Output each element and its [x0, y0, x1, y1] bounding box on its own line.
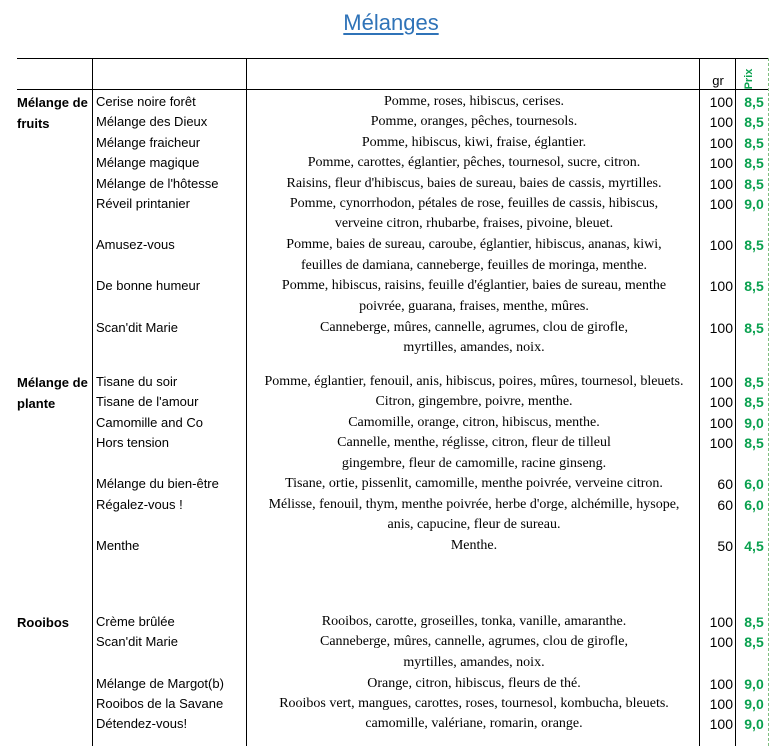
- item-weight: 100: [709, 716, 733, 733]
- category-label: Mélange de fruits: [17, 95, 88, 131]
- item-ingredients: feuilles de damiana, canneberge, feuilles de moringa, menthe.: [300, 257, 648, 273]
- item-price: 8,5: [744, 94, 764, 110]
- item-weight: 100: [709, 435, 733, 452]
- item-price: 9,0: [744, 675, 764, 692]
- item-price: 8,5: [744, 319, 764, 336]
- item-ingredients: Camomille, orange, citron, hibiscus, menthe.: [348, 414, 600, 430]
- item-weight: 60: [717, 476, 733, 493]
- item-name: Crème brûlée: [96, 614, 175, 629]
- item-weight: 100: [709, 114, 733, 131]
- item-ingredients: Tisane, ortie, pissenlit, camomille, menthe poivrée, verveine citron.: [285, 476, 663, 492]
- item-weight: 100: [709, 196, 733, 212]
- table-top-border: [17, 58, 768, 59]
- header-bottom-border: [17, 89, 768, 90]
- item-price: 8,5: [744, 175, 764, 192]
- item-name: Mélange magique: [96, 155, 200, 171]
- item-name: Mélange fraicheur: [96, 134, 201, 150]
- item-name: Détendez-vous!: [96, 716, 188, 732]
- item-ingredients: Mélisse, fenouil, thym, menthe poivrée, herbe d'orge, alchémille, hysope,: [268, 496, 680, 512]
- item-weight: 100: [709, 94, 733, 110]
- item-weight: 100: [709, 374, 733, 390]
- category-label: Rooibos: [17, 615, 69, 630]
- item-ingredients: Orange, citron, hibiscus, fleurs de thé.: [367, 675, 581, 691]
- item-name: Amusez-vous: [96, 237, 175, 253]
- item-weight: 100: [709, 319, 733, 336]
- item-price: 8,5: [744, 237, 764, 254]
- item-name: Tisane de l'amour: [96, 394, 199, 410]
- item-price: 6,0: [744, 496, 764, 513]
- item-name: Tisane du soir: [96, 374, 178, 389]
- item-ingredients: Canneberge, mûres, cannelle, agrumes, clou de girofle,: [319, 634, 628, 650]
- item-ingredients: Menthe.: [450, 538, 498, 553]
- item-name: Mélange du bien-être: [96, 476, 219, 492]
- item-ingredients: verveine citron, rhubarbe, fraises, pivoine, bleuet.: [334, 216, 614, 232]
- item-name: Mélange de l'hôtesse: [96, 175, 219, 191]
- col-divider-gr: [699, 58, 700, 746]
- item-price: 4,5: [744, 538, 764, 554]
- item-price: 9,0: [744, 696, 764, 712]
- item-weight: 60: [717, 496, 733, 513]
- item-price: 8,5: [744, 374, 764, 390]
- col-divider-name: [92, 58, 93, 746]
- item-weight: 100: [709, 696, 733, 712]
- item-ingredients: Canneberge, mûres, cannelle, agrumes, clou de girofle,: [319, 319, 628, 335]
- item-price: 6,0: [744, 476, 764, 493]
- item-ingredients: Pomme, hibiscus, raisins, feuille d'églantier, baies de sureau, menthe: [281, 278, 667, 294]
- item-name: Menthe: [96, 538, 140, 553]
- item-ingredients: Pomme, roses, hibiscus, cerises.: [383, 94, 565, 109]
- item-ingredients: Cannelle, menthe, réglisse, citron, fleur de tilleul: [337, 435, 611, 451]
- item-ingredients: anis, capucine, fleur de sureau.: [387, 517, 561, 533]
- item-ingredients: poivrée, guarana, fraises, menthe, mûres.: [359, 298, 589, 314]
- category-label: Mélange de plante: [17, 375, 88, 411]
- item-ingredients: Pomme, oranges, pêches, tournesols.: [370, 114, 578, 130]
- item-price: 8,5: [744, 435, 764, 452]
- item-ingredients: myrtilles, amandes, noix.: [403, 340, 545, 355]
- item-name: Mélange de Margot(b): [96, 675, 224, 691]
- header-gr: gr: [712, 73, 724, 88]
- item-name: Hors tension: [96, 435, 169, 451]
- item-name: Camomille and Co: [96, 414, 203, 430]
- item-ingredients: Pomme, églantier, fenouil, anis, hibiscus, poires, mûres, tournesol, bleuets.: [264, 374, 684, 389]
- header-prix: Prix: [743, 68, 755, 90]
- item-price: 8,5: [744, 634, 764, 651]
- item-weight: 100: [709, 675, 733, 692]
- col-divider-prix: [735, 58, 736, 746]
- item-price: 9,0: [744, 414, 764, 431]
- item-price: 8,5: [744, 114, 764, 131]
- item-price: 8,5: [744, 394, 764, 411]
- item-price: 8,5: [744, 155, 764, 172]
- page-title: Mélanges: [343, 10, 439, 35]
- item-name: Mélange des Dieux: [96, 114, 208, 130]
- item-name: Scan'dit Marie: [96, 634, 178, 650]
- col-divider-dashed: [768, 58, 769, 746]
- item-price: 8,5: [744, 134, 764, 151]
- item-ingredients: camomille, valériane, romarin, orange.: [365, 716, 583, 732]
- item-weight: 100: [709, 394, 733, 411]
- item-weight: 100: [709, 634, 733, 651]
- item-weight: 100: [709, 278, 733, 295]
- item-name: Régalez-vous !: [96, 496, 183, 512]
- item-ingredients: Citron, gingembre, poivre, menthe.: [375, 394, 573, 410]
- col-divider-ingredients: [246, 58, 247, 746]
- item-price: 8,5: [744, 278, 764, 295]
- item-name: Cerise noire forêt: [96, 94, 196, 109]
- item-ingredients: Raisins, fleur d'hibiscus, baies de sureau, baies de cassis, myrtilles.: [286, 175, 662, 191]
- item-name: Rooibos de la Savane: [96, 696, 224, 711]
- item-name: De bonne humeur: [96, 278, 201, 294]
- item-weight: 100: [709, 134, 733, 151]
- item-ingredients: Pomme, carottes, églantier, pêches, tournesol, sucre, citron.: [307, 155, 641, 171]
- item-ingredients: Rooibos, carotte, groseilles, tonka, vanille, amaranthe.: [321, 614, 627, 629]
- item-ingredients: Pomme, baies de sureau, caroube, églantier, hibiscus, ananas, kiwi,: [286, 237, 662, 253]
- item-weight: 100: [709, 237, 733, 254]
- item-price: 8,5: [744, 614, 764, 630]
- item-weight: 50: [717, 538, 733, 554]
- item-weight: 100: [709, 155, 733, 172]
- item-weight: 100: [709, 175, 733, 192]
- item-ingredients: Pomme, hibiscus, kiwi, fraise, églantier.: [361, 134, 587, 150]
- item-weight: 100: [709, 614, 733, 630]
- item-name: Scan'dit Marie: [96, 319, 178, 335]
- item-ingredients: Pomme, cynorrhodon, pétales de rose, feuilles de cassis, hibiscus,: [289, 196, 659, 211]
- item-ingredients: gingembre, fleur de camomille, racine ginseng.: [341, 455, 607, 471]
- item-ingredients: myrtilles, amandes, noix.: [403, 654, 545, 670]
- item-weight: 100: [709, 414, 733, 431]
- item-price: 9,0: [744, 716, 764, 733]
- item-ingredients: Rooibos vert, mangues, carottes, roses, tournesol, kombucha, bleuets.: [279, 696, 669, 711]
- item-name: Réveil printanier: [96, 196, 190, 211]
- item-price: 9,0: [744, 196, 764, 212]
